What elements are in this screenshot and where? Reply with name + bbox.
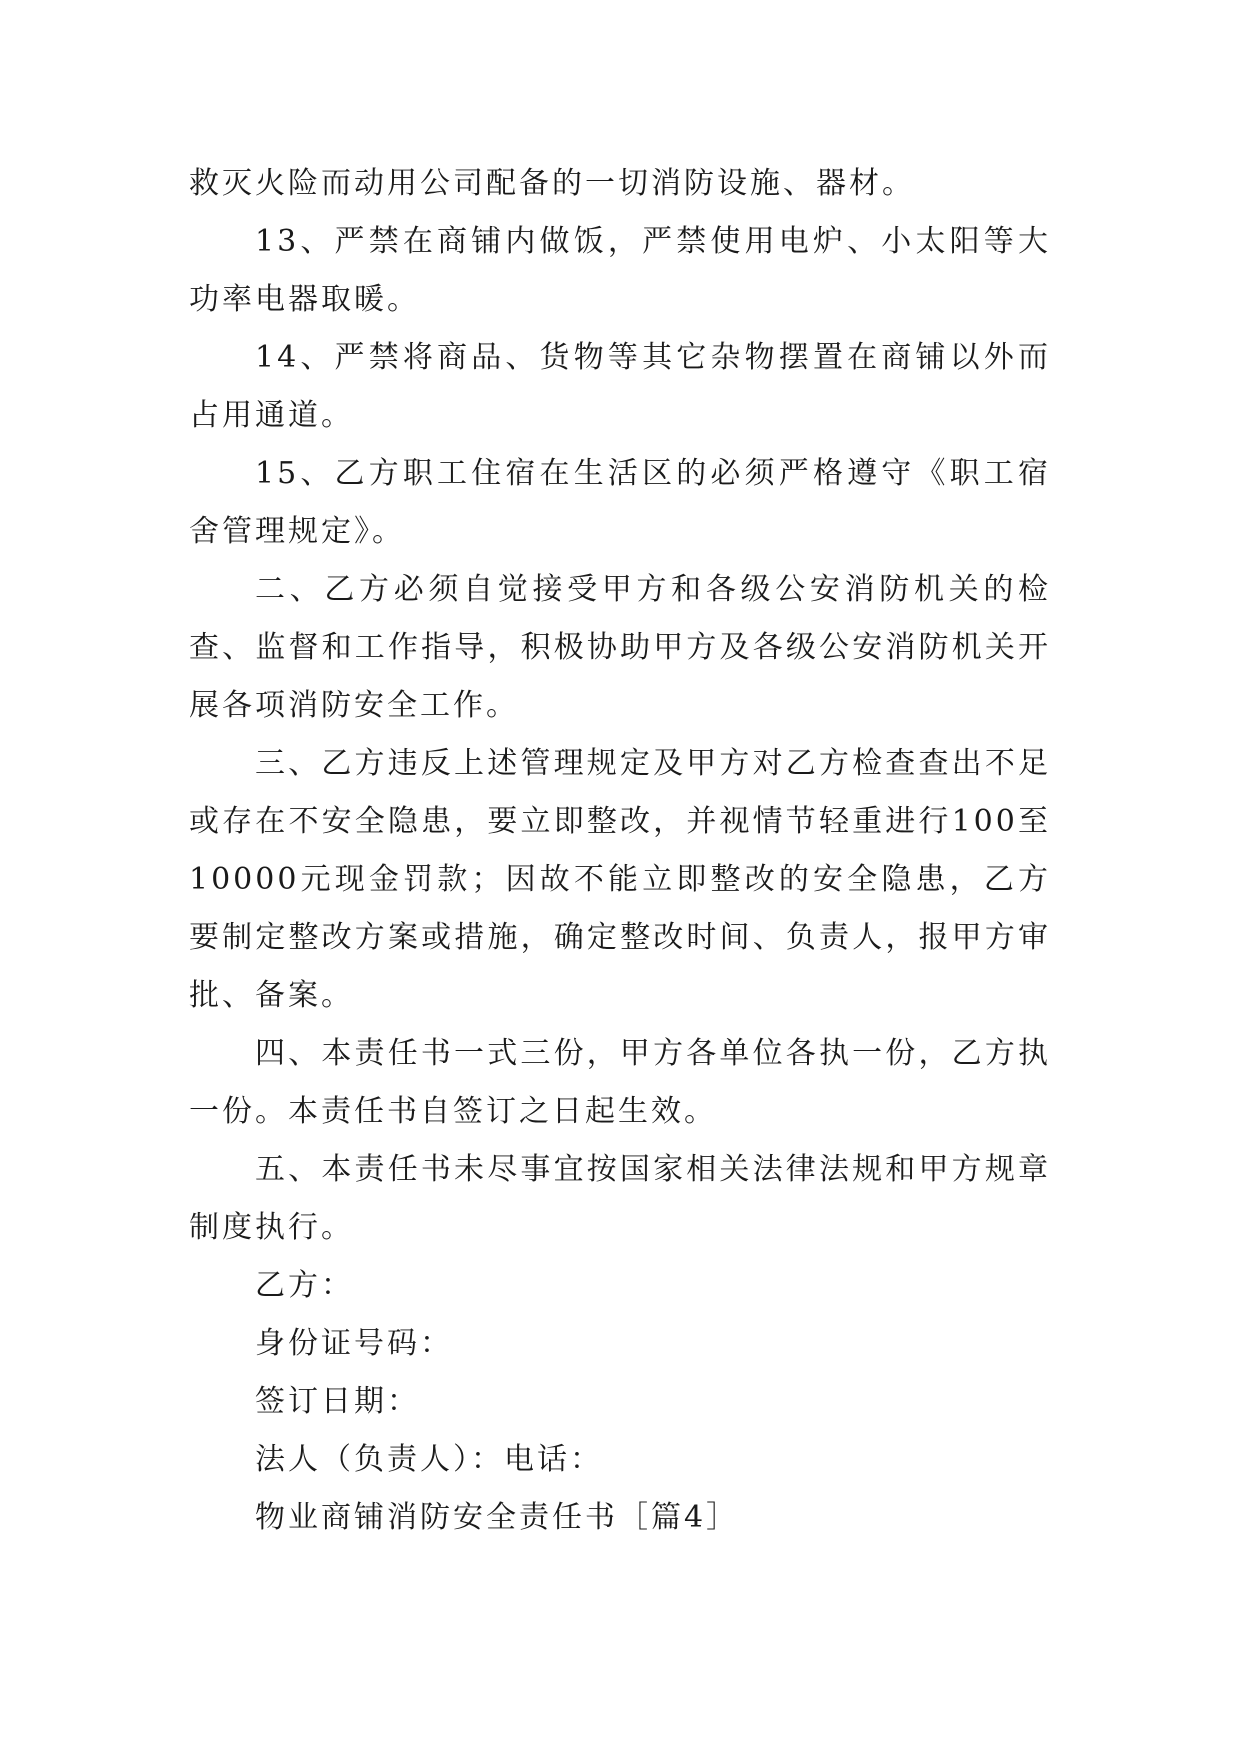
clause-14: 14、严禁将商品、货物等其它杂物摆置在商铺以外而占用通道。 [189,340,1051,433]
paragraph-continuation: 救灭火险而动用公司配备的一切消防设施、器材。 [189,166,915,201]
document-page [189,155,1051,1547]
section-4: 四、本责任书一式三份，甲方各单位各执一份，乙方执一份。本责任书自签订之日起生效。 [189,1036,1051,1129]
section-2: 二、乙方必须自觉接受甲方和各级公安消防机关的检查、监督和工作指导，积极协助甲方及各级公安消防机关开展各项消防安全工作。 [189,572,1051,723]
section-5: 五、本责任书未尽事宜按国家相关法律法规和甲方规章制度执行。 [189,1152,1051,1245]
clause-13: 13、严禁在商铺内做饭，严禁使用电炉、小太阳等大功率电器取暖。 [189,224,1051,317]
party-b-field: 乙方： [255,1268,354,1303]
id-number-field: 身份证号码： [255,1326,453,1361]
sign-date-field: 签订日期： [255,1384,420,1419]
next-section-title: 物业商铺消防安全责任书［篇4］ [255,1500,740,1535]
clause-15: 15、乙方职工住宿在生活区的必须严格遵守《职工宿舍管理规定》。 [189,456,1051,549]
legal-person-phone-field: 法人（负责人）：电话： [255,1442,603,1477]
section-3: 三、乙方违反上述管理规定及甲方对乙方检查查出不足或存在不安全隐患，要立即整改，并视情节轻重进行100至10000元现金罚款；因故不能立即整改的安全隐患，乙方要制定整改方案或措施，确定整改时间、负责人，报甲方审批、备案。 [189,746,1051,1013]
